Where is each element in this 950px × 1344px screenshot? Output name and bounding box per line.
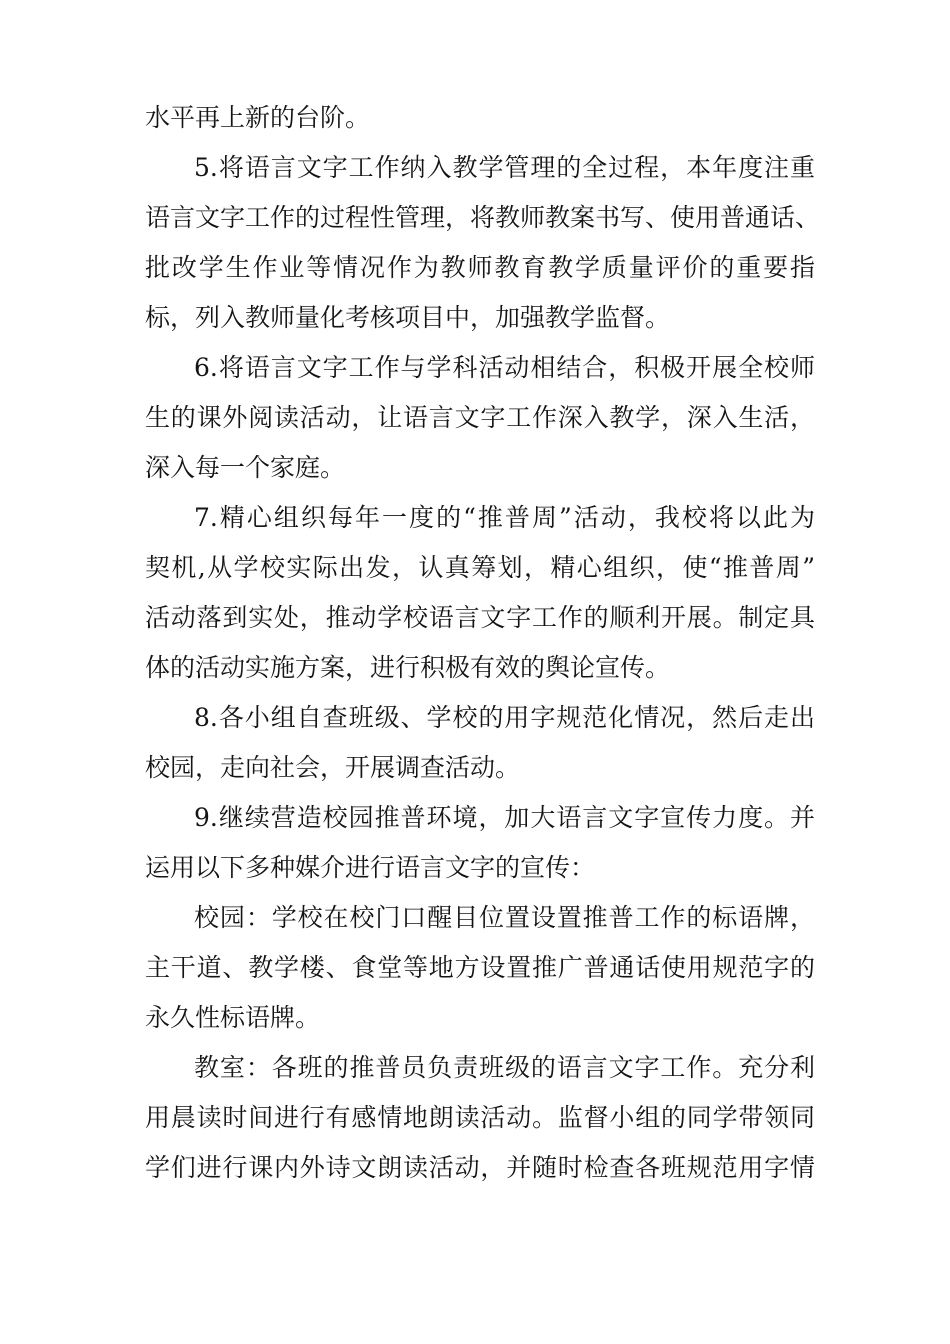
text-line: 语言文字工作的过程性管理，将教师教案书写、使用普通话、	[145, 203, 821, 232]
paragraph-classroom-line: 教室：各班的推普员负责班级的语言文字工作。充分利	[194, 1053, 815, 1082]
text-line: 契机,从学校实际出发，认真筹划，精心组织，使“推普周”	[145, 553, 815, 582]
paragraph-item-8-line: 8.各小组自查班级、学校的用字规范化情况，然后走出	[194, 703, 815, 732]
text-line: 深入每一个家庭。	[145, 453, 346, 482]
text-line: 运用以下多种媒介进行语言文字的宣传：	[145, 853, 596, 882]
paragraph-campus-line: 校园：学校在校门口醒目位置设置推普工作的标语牌，	[194, 903, 815, 932]
paragraph-item-5-line: 5.将语言文字工作纳入教学管理的全过程，本年度注重	[194, 153, 815, 182]
text-line: 批改学生作业等情况作为教师教育教学质量评价的重要指	[145, 253, 815, 282]
text-line: 水平再上新的台阶。	[145, 103, 371, 132]
text-line: 体的活动实施方案，进行积极有效的舆论宣传。	[145, 653, 671, 682]
paragraph-item-9-line: 9.继续营造校园推普环境，加大语言文字宣传力度。并	[194, 803, 815, 832]
document-body	[145, 93, 821, 1193]
text-line: 学们进行课内外诗文朗读活动，并随时检查各班规范用字情	[145, 1153, 815, 1182]
text-line: 校园，走向社会，开展调查活动。	[145, 753, 521, 782]
text-line: 生的课外阅读活动，让语言文字工作深入教学，深入生活，	[145, 403, 815, 432]
text-line: 活动落到实处，推动学校语言文字工作的顺利开展。制定具	[145, 603, 815, 632]
text-line: 主干道、教学楼、食堂等地方设置推广普通话使用规范字的	[145, 953, 815, 982]
paragraph-item-7-line: 7.精心组织每年一度的“推普周”活动，我校将以此为	[194, 503, 815, 532]
text-line: 用晨读时间进行有感情地朗读活动。监督小组的同学带领同	[145, 1103, 815, 1132]
text-line: 永久性标语牌。	[145, 1003, 321, 1032]
text-line: 标，列入教师量化考核项目中，加强教学监督。	[145, 303, 671, 332]
paragraph-item-6-line: 6.将语言文字工作与学科活动相结合，积极开展全校师	[194, 353, 815, 382]
